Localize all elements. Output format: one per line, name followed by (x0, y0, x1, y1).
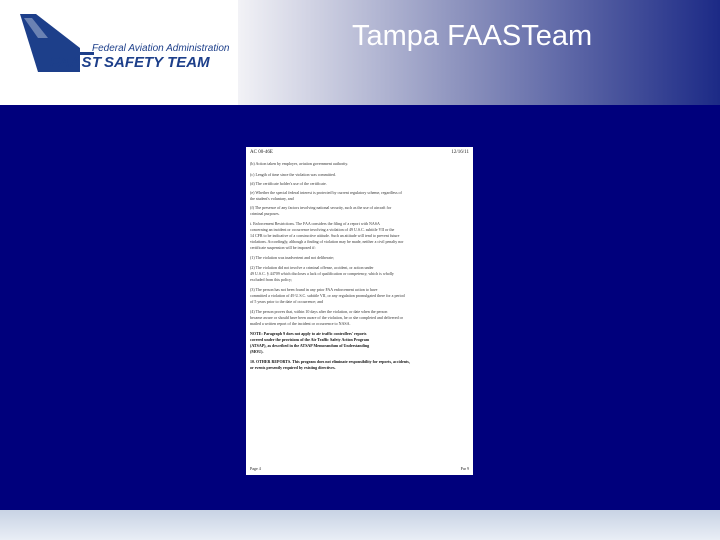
document-header-left: AC 00-46E (250, 150, 273, 155)
document-text-line: (1) The violation was inadvertent and not deliberate; (250, 255, 335, 260)
document-text-line: (ATSAP), as described in the ATSAP Memorandum of Understanding (250, 343, 370, 348)
document-text-line: (2) The violation did not involve a criminal offense, accident, or action under (250, 265, 374, 270)
document-text-line: (e) Whether the special federal interest is protected by current regulatory scheme, regardless of (250, 190, 402, 195)
title-gradient-panel (238, 0, 720, 105)
document-text-line: NOTE: Paragraph 9 does not apply to air traffic controllers' reports (250, 331, 367, 336)
document-text-line: concerning an incident or occurrence involving a violation of 49 U.S.C. subtitle VII or the (250, 227, 395, 232)
document-text-line: certificate suspension will be imposed if: (250, 245, 316, 250)
document-text-line: 10. OTHER REPORTS. This program does not eliminate responsibility for reports, accidents, (250, 359, 410, 364)
document-text-line: 49 U.S.C. § 44709 which discloses a lack of qualification or competency, which is wholly (250, 271, 394, 276)
document-text-line: of 5 years prior to the date of occurrence; and (250, 299, 323, 304)
document-text-line: committed a violation of 49 U.S.C. subtitle VII, or any regulation promulgated there for a period (250, 293, 405, 298)
document-text-line: became aware or should have been aware of the violation, he or she completed and delivered or (250, 315, 403, 320)
document-text-line: the student's voluntary, and (250, 196, 294, 201)
document-text-line: criminal purposes. (250, 211, 280, 216)
document-text-line: or events presently required by existing directives. (250, 365, 336, 370)
document-text-line: (4) The person proves that, within 10 days after the violation, or date when the person (250, 309, 388, 314)
slide-title: Tampa FAASTeam (352, 20, 593, 52)
document-text-line: violations. Accordingly, although a finding of violation may be made, neither a civil penalty nor (250, 239, 404, 244)
document-page-image (246, 147, 473, 475)
header-bar (0, 0, 720, 105)
document-text-line: (MOU). (250, 349, 264, 354)
document-text-line: i. Enforcement Restrictions. The FAA considers the filing of a report with NASA (250, 221, 380, 226)
document-text-line: excluded from this policy; (250, 277, 293, 282)
footer-bar (0, 510, 720, 540)
faast-wordmark: FAAST (50, 54, 102, 71)
document-text-line: covered under the provisions of the Air Traffic Safety Action Program (250, 337, 370, 342)
faa-agency-name: Federal Aviation Administration (92, 43, 230, 54)
document-footer-left: Page 4 (250, 466, 261, 471)
document-text-line: (d) The certificate holder's use of the certificate. (250, 181, 327, 186)
document-footer-right: Par 9 (460, 466, 469, 471)
document-text-line: (b) Action taken by employer, aviation government authority. (250, 161, 349, 166)
document-text-line: (f) The presence of any factors involving national security, such as the use of aircraft for (250, 205, 392, 210)
document-text-line: 14 CFR to be indicative of a constructive attitude. Such an attitude will tend to prevent future (250, 233, 400, 238)
document-text-line: (c) Length of time since the violation was committed. (250, 172, 336, 177)
document-text-line: mailed a written report of the incident or occurrence to NASA. (250, 321, 351, 326)
safety-team-wordmark: SAFETY TEAM (104, 54, 210, 71)
document-text-line: (3) The person has not been found in any prior FAA enforcement action to have (250, 287, 378, 292)
faast-safety-team-logo (14, 14, 234, 78)
document-header-right: 12/16/11 (451, 150, 469, 155)
